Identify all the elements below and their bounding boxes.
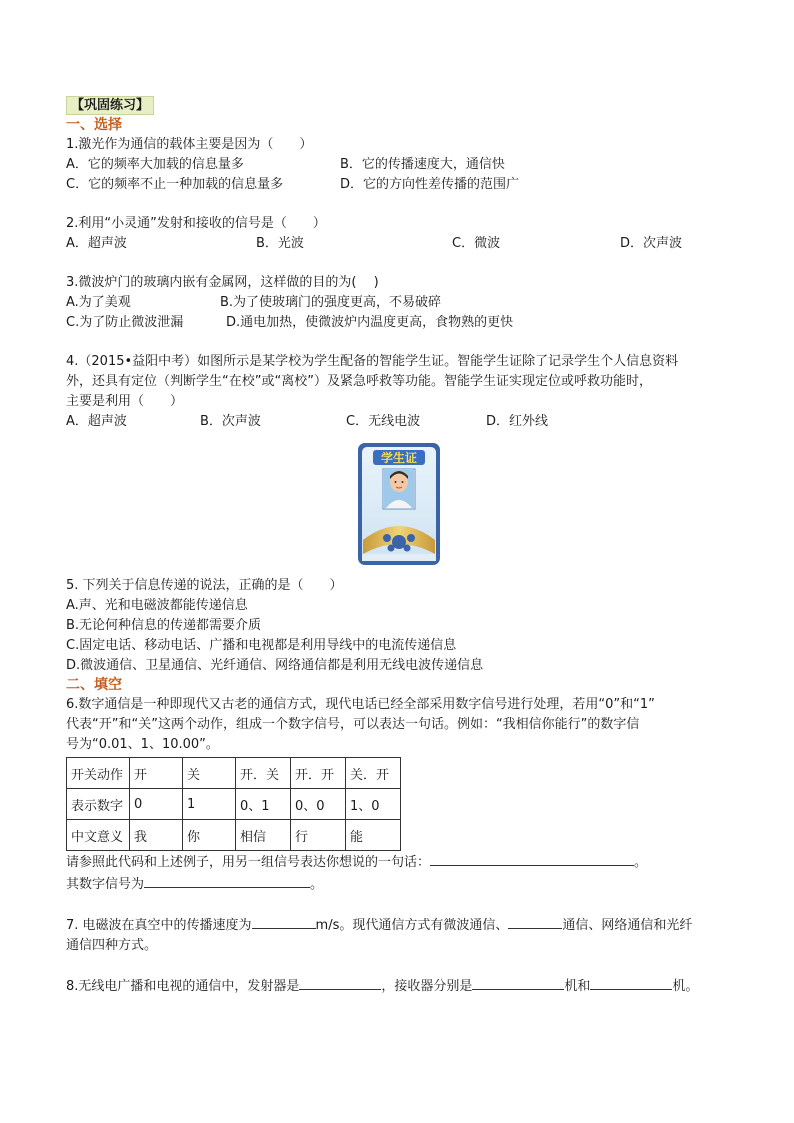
q1-option-a: A．它的频率大加载的信息量多 — [66, 157, 244, 172]
q1-option-d: D．它的方向性差传播的范围广 — [340, 177, 520, 192]
table-cell: 相信 — [236, 820, 291, 851]
table-cell: 我 — [130, 820, 183, 851]
question-2-stem: 2.利用“小灵通”发射和接收的信号是（ ） — [66, 216, 326, 231]
question-6-line2: 代表“开”和“关”这两个动作，组成一个数字信号，可以表达一句话。例如：“我相信你能行”的数字信 — [66, 717, 640, 732]
table-cell: 表示数字 — [67, 789, 130, 820]
q7-blank-speed[interactable] — [252, 914, 316, 929]
student-card-title: 学生证 — [380, 451, 417, 465]
question-3-stem: 3.微波炉门的玻璃内嵌有金属网，这样做的目的为( ) — [66, 275, 379, 290]
q6-blank-signal[interactable] — [144, 873, 310, 888]
table-cell: 开关动作 — [67, 758, 130, 789]
q6-after2-text: 其数字信号为 — [66, 877, 145, 892]
q5-option-c: C.固定电话、移动电话、广播和电视都是利用导线中的电流传递信息 — [66, 638, 457, 653]
q7-line2: 通信四种方式。 — [66, 938, 158, 953]
q6-after1-end: 。 — [634, 855, 648, 870]
question-1-stem: 1.激光作为通信的载体主要是因为（ ） — [66, 137, 313, 152]
question-1 — [66, 135, 731, 195]
q3-option-d: D.通电加热，使微波炉内温度更高，食物熟的更快 — [226, 315, 514, 330]
table-cell: 关．开 — [346, 758, 401, 789]
q3-option-c: C.为了防止微波泄漏 — [66, 315, 184, 330]
q6-after1-text: 请参照此代码和上述例子，用另一组信号表达你想说的一句话： — [66, 855, 431, 870]
table-cell: 0、0 — [291, 789, 346, 820]
question-6-line1: 6.数字通信是一种即现代又古老的通信方式，现代电话已经全部采用数字信号进行处理，若用“0”和“1” — [66, 697, 655, 712]
q3-option-a: A.为了美观 — [66, 295, 131, 310]
q4-option-d: D．红外线 — [486, 414, 549, 429]
q8-text-3: 机和 — [564, 979, 591, 994]
table-row — [67, 758, 401, 789]
question-4 — [66, 352, 731, 566]
table-cell: 关 — [183, 758, 236, 789]
question-4-line2: 外，还具有定位（判断学生“在校”或“离校”）及紧急呼救等功能。智能学生证实现定位或呼救功能时， — [66, 374, 652, 389]
q6-after2-end: 。 — [310, 877, 324, 892]
q1-option-b: B．它的传播速度大，通信快 — [340, 157, 505, 172]
q5-option-b: B.无论何种信息的传递都需要介质 — [66, 618, 262, 633]
question-5-stem: 5. 下列关于信息传递的说法，正确的是（ ） — [66, 578, 343, 593]
table-cell: 1、0 — [346, 789, 401, 820]
question-6-line3: 号为“0.01、1、10.00”。 — [66, 737, 219, 752]
table-cell: 你 — [183, 820, 236, 851]
q1-option-c: C．它的频率不止一种加载的信息量多 — [66, 177, 284, 192]
table-row — [67, 820, 401, 851]
q6-blank-sentence[interactable] — [430, 851, 634, 866]
question-2 — [66, 214, 731, 254]
question-8 — [66, 975, 731, 997]
q8-text-1: 8.无线电广播和电视的通信中，发射器是 — [66, 979, 300, 994]
student-card-figure — [357, 442, 441, 566]
table-cell: 中文意义 — [67, 820, 130, 851]
table-cell: 开．开 — [291, 758, 346, 789]
table-cell: 开．关 — [236, 758, 291, 789]
q2-option-d: D．次声波 — [620, 236, 683, 251]
table-row — [67, 789, 401, 820]
q4-option-a: A．超声波 — [66, 414, 127, 429]
q2-option-a: A．超声波 — [66, 236, 127, 251]
section-title-choice: 一、选择 — [66, 117, 122, 133]
section-title-fill: 二、填空 — [66, 677, 122, 693]
q8-text-2: ，接收器分别是 — [381, 979, 473, 994]
code-table — [66, 757, 401, 851]
table-cell: 开 — [130, 758, 183, 789]
question-5 — [66, 576, 731, 676]
question-6 — [66, 695, 731, 895]
table-cell: 1 — [183, 789, 236, 820]
section-banner: 【巩固练习】 — [66, 96, 154, 115]
q5-option-a: A.声、光和电磁波都能传递信息 — [66, 598, 248, 613]
q8-blank-receiver-1[interactable] — [472, 975, 564, 990]
question-4-line1: 4.（2015•益阳中考）如图所示是某学校为学生配备的智能学生证。智能学生证除了记录学生个人信息资料 — [66, 354, 679, 369]
q8-text-4: 机。 — [672, 979, 699, 994]
worksheet — [66, 96, 731, 997]
q3-option-b: B.为了使玻璃门的强度更高，不易破碎 — [220, 295, 442, 310]
q8-blank-transmitter[interactable] — [299, 975, 381, 990]
q7-text-1: 7. 电磁波在真空中的传播速度为 — [66, 918, 252, 933]
q4-option-c: C．无线电波 — [346, 414, 421, 429]
q2-option-b: B．光波 — [256, 236, 304, 251]
table-cell: 能 — [346, 820, 401, 851]
q5-option-d: D.微波通信、卫星通信、光纤通信、网络通信都是利用无线电波传递信息 — [66, 658, 484, 673]
q7-blank-type[interactable] — [508, 914, 562, 929]
question-3 — [66, 273, 731, 333]
table-cell: 0、1 — [236, 789, 291, 820]
q2-option-c: C．微波 — [452, 236, 501, 251]
q7-text-3: 通信、网络通信和光纤 — [562, 918, 693, 933]
q7-text-2: m/s。现代通信方式有微波通信、 — [315, 918, 509, 933]
question-4-line3: 主要是利用（ ） — [66, 394, 184, 409]
q8-blank-receiver-2[interactable] — [590, 975, 672, 990]
question-7 — [66, 914, 731, 956]
table-cell: 行 — [291, 820, 346, 851]
table-cell: 0 — [130, 789, 183, 820]
q4-option-b: B．次声波 — [200, 414, 261, 429]
